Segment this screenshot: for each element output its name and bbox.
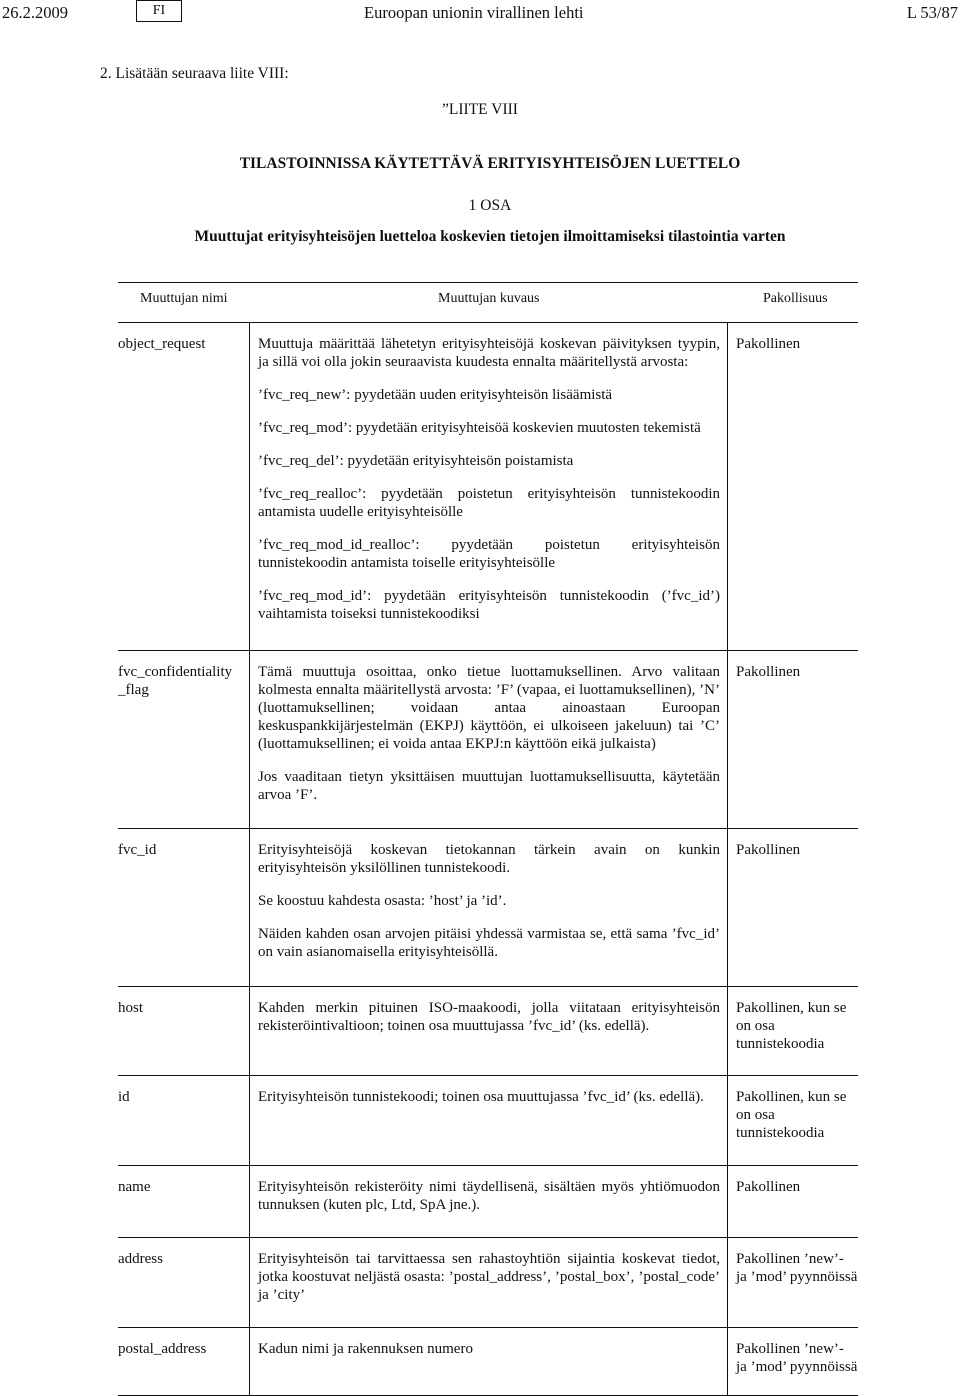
- column-divider: [249, 1166, 250, 1237]
- variable-requirement: Pakollinen: [736, 1179, 801, 1195]
- description-paragraph: Se koostuu kahdesta osasta: ’host’ ja ’id’.: [258, 893, 507, 909]
- table-row: [118, 323, 858, 651]
- variable-name: address: [118, 1251, 163, 1267]
- variable-requirement: Pakollinen ’new’- ja ’mod’ pyynnöissä: [736, 1251, 858, 1285]
- variables-table: [118, 282, 858, 1396]
- variable-requirement: Pakollinen, kun se on osa tunnistekoodia: [736, 1089, 847, 1141]
- part-number: 1 OSA: [468, 197, 512, 214]
- column-divider: [727, 323, 728, 650]
- column-header-description: Muuttujan kuvaus: [438, 291, 540, 306]
- variable-description: [258, 999, 720, 1035]
- variable-name: name: [118, 1179, 151, 1195]
- column-divider: [727, 987, 728, 1075]
- column-divider: [727, 1238, 728, 1327]
- column-header-name: Muuttujan nimi: [140, 291, 228, 306]
- table-row: [118, 829, 858, 987]
- part-title: Muuttujat erityisyhteisöjen luetteloa koskevien tietojen ilmoittamiseksi tilastointia varten: [194, 228, 786, 245]
- table-row: [118, 651, 858, 829]
- variable-requirement: Pakollinen: [736, 664, 801, 680]
- column-divider: [249, 1076, 250, 1165]
- journal-title: Euroopan unionin virallinen lehti: [364, 3, 584, 22]
- variable-requirement: Pakollinen, kun se on osa tunnistekoodia: [736, 1000, 847, 1052]
- variable-name: id: [118, 1089, 130, 1105]
- variable-description: [258, 1088, 720, 1106]
- description-paragraph: Erityisyhteisön tunnistekoodi; toinen osa muuttujassa ’fvc_id’ (ks. edellä).: [258, 1089, 704, 1105]
- page-header: [0, 0, 960, 28]
- description-paragraph: Kadun nimi ja rakennuksen numero: [258, 1341, 473, 1357]
- variable-requirement: Pakollinen ’new’- ja ’mod’ pyynnöissä: [736, 1341, 858, 1375]
- column-divider: [727, 1076, 728, 1165]
- column-divider: [727, 1166, 728, 1237]
- description-paragraph: ’fvc_req_del’: pyydetään erityisyhteisön poistamista: [258, 453, 574, 469]
- variable-description: [258, 1340, 720, 1358]
- variable-description: [258, 335, 720, 623]
- variable-name: postal_address: [118, 1341, 207, 1357]
- column-divider: [249, 829, 250, 986]
- description-paragraph: Kahden merkin pituinen ISO-maakoodi, jolla viitataan erityisyhteisön rekisteröintivaltioon; toinen osa muuttujassa ’fvc_id’ (ks. edellä).: [258, 1000, 720, 1034]
- variable-name: fvc_id: [118, 842, 157, 858]
- variable-requirement: Pakollinen: [736, 336, 801, 352]
- column-divider: [727, 651, 728, 828]
- column-divider: [249, 987, 250, 1075]
- table-row: [118, 1166, 858, 1238]
- column-divider: [249, 1328, 250, 1395]
- description-paragraph: Muuttuja määrittää lähetetyn erityisyhteisöjä koskevan päivityksen tyypin, ja sillä voi olla jokin seuraavista kuudesta ennalta määritellystä arvosta:: [258, 336, 720, 370]
- description-paragraph: Erityisyhteisön tai tarvittaessa sen rahastoyhtiön sijaintia koskevat tiedot, jotka koostuvat neljästä osasta: ’postal_address’, ’postal_box’, ’postal_code’ ja ’city’: [258, 1251, 720, 1303]
- table-row: [118, 1076, 858, 1166]
- description-paragraph: ’fvc_req_mod_id’: pyydetään erityisyhteisön tunnistekoodin (’fvc_id’) vaihtamista toiseksi tunnistekoodiksi: [258, 588, 720, 622]
- variable-description: [258, 841, 720, 961]
- column-divider: [727, 829, 728, 986]
- intro-text: 2. Lisätään seuraava liite VIII:: [100, 65, 289, 82]
- column-divider: [249, 1238, 250, 1327]
- variable-description: [258, 1178, 720, 1214]
- description-paragraph: ’fvc_req_mod_id_realloc’: pyydetään poistetun erityisyhteisön tunnistekoodin antamista toiselle erityisyhteisölle: [258, 537, 720, 571]
- table-row: [118, 987, 858, 1076]
- variable-description: [258, 663, 720, 804]
- column-divider: [727, 1328, 728, 1395]
- description-paragraph: ’fvc_req_realloc’: pyydetään poistetun erityisyhteisön tunnistekoodin antamista uudelle erityisyhteisölle: [258, 486, 720, 520]
- description-paragraph: Jos vaaditaan tietyn yksittäisen muuttujan luottamuksellisuutta, käytetään arvoa ’F’.: [258, 769, 720, 803]
- language-badge: FI: [136, 0, 182, 22]
- description-paragraph: Tämä muuttuja osoittaa, onko tietue luottamuksellinen. Arvo valitaan kolmesta ennalta määritellystä arvosta: ’F’ (vapaa, ei luottamuksellinen), ’N’ (luottamuksellinen; voidaan antaa ainoastaan Euroopan keskuspankkijärjestelmän (EKPJ) käyttöön, ei ulkoiseen jakeluun) tai ’C’ (luottamuksellinen; ei voida antaa EKPJ:n käyttöön eikä julkaista): [258, 664, 720, 752]
- variable-name: host: [118, 1000, 144, 1016]
- variable-description: [258, 1250, 720, 1304]
- table-row: [118, 1238, 858, 1328]
- description-paragraph: ’fvc_req_mod’: pyydetään erityisyhteisöä koskevien muutosten tekemistä: [258, 420, 701, 436]
- description-paragraph: Erityisyhteisöjä koskevan tietokannan tärkein avain on kunkin erityisyhteisön yksilöllinen tunnistekoodi.: [258, 842, 720, 876]
- description-paragraph: ’fvc_req_new’: pyydetään uuden erityisyhteisön lisäämistä: [258, 387, 613, 403]
- column-divider: [249, 323, 250, 650]
- page-reference: L 53/87: [906, 3, 958, 22]
- list-title: TILASTOINNISSA KÄYTETTÄVÄ ERITYISYHTEISÖJEN LUETTELO: [239, 155, 741, 172]
- column-header-requirement: Pakollisuus: [763, 291, 828, 306]
- variable-name: fvc_confidentiality _flag: [118, 664, 233, 698]
- column-divider: [249, 651, 250, 828]
- description-paragraph: Näiden kahden osan arvojen pitäisi yhdessä varmistaa se, että sama ’fvc_id’ on vain asianomaisella erityisyhteisöllä.: [258, 926, 720, 960]
- table-header: [118, 282, 858, 323]
- description-paragraph: Erityisyhteisön rekisteröity nimi täydellisenä, sisältäen myös yhtiömuodon tunnuksen (kuten plc, Ltd, SpA jne.).: [258, 1179, 720, 1213]
- variable-name: object_request: [118, 336, 206, 352]
- variable-requirement: Pakollinen: [736, 842, 801, 858]
- publication-date: 26.2.2009: [2, 3, 68, 22]
- annex-title: ”LIITE VIII: [442, 101, 518, 118]
